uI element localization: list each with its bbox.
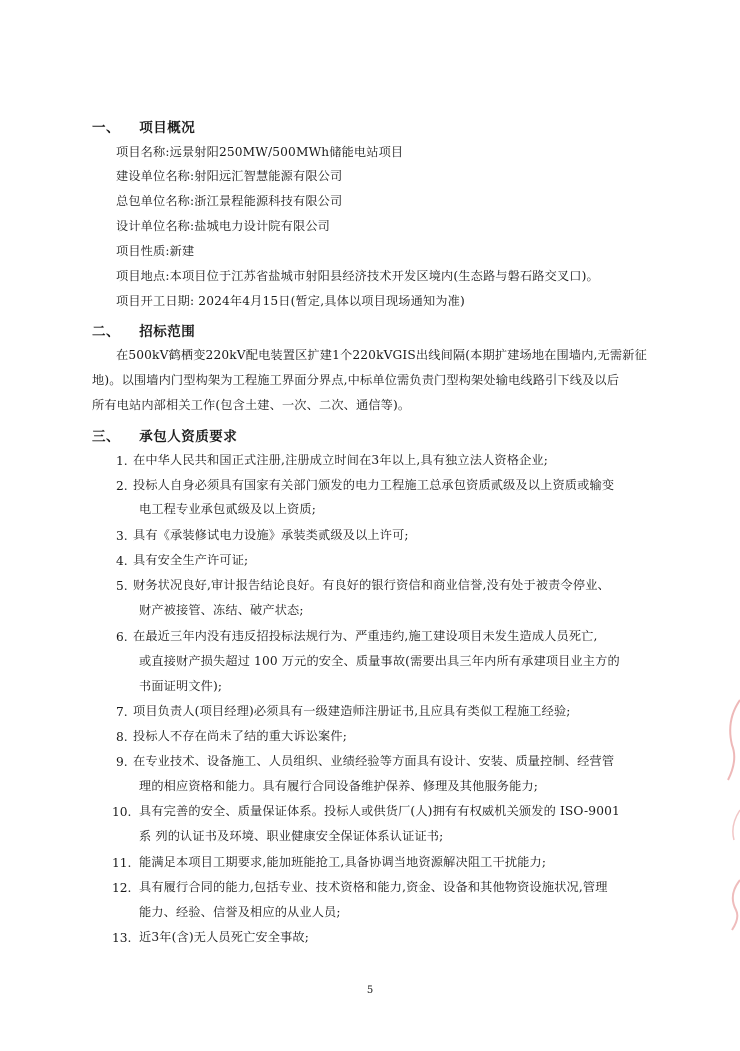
requirement-text: 系 列的认证书及环境、职业健康安全保证体系认证证书; <box>139 829 444 843</box>
requirement-number: 8. <box>116 730 128 744</box>
requirement-text: 具有安全生产许可证; <box>133 553 249 567</box>
requirement-text: 项目负责人(项目经理)必须具有一级建造师注册证书,且应具有类似工程施工经验; <box>133 704 571 718</box>
requirement-text: 财务状况良好,审计报告结论良好。有良好的银行资信和商业信誉,没有处于被责令停业、 <box>133 578 610 592</box>
overview-line: 项目性质:新建 <box>116 244 195 258</box>
requirement-number: 13. <box>112 931 132 945</box>
requirement-text: 投标人自身必须具有国家有关部门颁发的电力工程施工总承包资质贰级及以上资质或输变 <box>133 478 615 492</box>
requirement-number: 5. <box>116 579 128 593</box>
requirement-text: 具有完善的安全、质量保证体系。投标人或供货厂(人)拥有有权威机关颁发的 ISO-9001 <box>139 804 620 818</box>
section-number: 二、 <box>92 324 120 340</box>
requirement-text: 或直接财产损失超过 100 万元的安全、质量事故(需要出具三年内所有承建项目业主方的 <box>139 654 620 668</box>
section-title: 招标范围 <box>139 324 196 340</box>
section-title: 承包人资质要求 <box>139 429 238 445</box>
overview-line: 总包单位名称:浙江景程能源科技有限公司 <box>116 194 343 208</box>
scope-line: 所有电站内部相关工作(包含土建、一次、二次、通信等)。 <box>92 398 411 412</box>
requirement-text: 投标人不存在尚未了结的重大诉讼案件; <box>133 729 347 743</box>
section-number: 三、 <box>92 429 120 445</box>
overview-line: 设计单位名称:盐城电力设计院有限公司 <box>116 219 330 233</box>
requirement-text: 在专业技术、设备施工、人员组织、业绩经验等方面具有设计、安装、质量控制、经营管 <box>133 754 615 768</box>
overview-line: 项目地点:本项目位于江苏省盐城市射阳县经济技术开发区境内(生态路与磐石路交叉口)。 <box>116 269 599 283</box>
overview-line: 项目开工日期: 2024年4月15日(暂定,具体以项目现场通知为准) <box>116 294 465 308</box>
section-heading-2 <box>92 320 195 340</box>
overview-line: 建设单位名称:射阳远汇智慧能源有限公司 <box>116 169 343 183</box>
requirement-text: 能力、经验、信誉及相应的从业人员; <box>139 905 341 919</box>
page-number: 5 <box>366 985 374 996</box>
requirement-text: 理的相应资格和能力。具有履行合同设备维护保养、修理及其他服务能力; <box>139 779 539 793</box>
requirement-number: 3. <box>116 529 128 543</box>
requirement-number: 7. <box>116 705 128 719</box>
requirement-number: 10. <box>112 805 132 819</box>
requirement-text: 电工程专业承包贰级及以上资质; <box>139 502 316 516</box>
scope-line: 在500kV鹤栖变220kV配电装置区扩建1个220kVGIS出线间隔(本期扩建场地在围墙内,无需新征 <box>116 348 647 362</box>
requirement-text: 具有《承装修试电力设施》承装类贰级及以上许可; <box>133 528 409 542</box>
scope-line: 地)。以围墙内门型构架为工程施工界面分界点,中标单位需负责门型构架处输电线路引下线及以后 <box>92 373 620 387</box>
section-heading-3 <box>92 425 237 445</box>
requirement-text: 财产被接管、冻结、破产状态; <box>139 603 304 617</box>
requirement-number: 9. <box>116 755 128 769</box>
requirement-text: 近3年(含)无人员死亡安全事故; <box>139 930 310 944</box>
requirement-number: 1. <box>116 454 128 468</box>
section-number: 一、 <box>92 120 120 136</box>
section-title: 项目概况 <box>139 120 196 136</box>
requirement-number: 6. <box>116 630 128 644</box>
requirement-text: 具有履行合同的能力,包括专业、技术资格和能力,资金、设备和其他物资设施状况,管理 <box>139 880 608 894</box>
requirement-text: 能满足本项目工期要求,能加班能抢工,具备协调当地资源解决阻工干扰能力; <box>139 855 547 869</box>
requirement-text: 书面证明文件); <box>139 679 223 693</box>
requirement-number: 11. <box>112 856 132 870</box>
requirement-number: 4. <box>116 554 128 568</box>
requirement-text: 在中华人民共和国正式注册,注册成立时间在3年以上,具有独立法人资格企业; <box>133 453 549 467</box>
requirement-text: 在最近三年内没有违反招投标法规行为、严重违约,施工建设项目未发生造成人员死亡, <box>133 629 598 643</box>
requirement-number: 12. <box>112 881 132 895</box>
section-heading-1 <box>92 116 195 136</box>
seal-stamp-partial <box>722 690 740 940</box>
requirement-number: 2. <box>116 479 128 493</box>
overview-line: 项目名称:远景射阳250MW/500MWh储能电站项目 <box>116 145 404 159</box>
